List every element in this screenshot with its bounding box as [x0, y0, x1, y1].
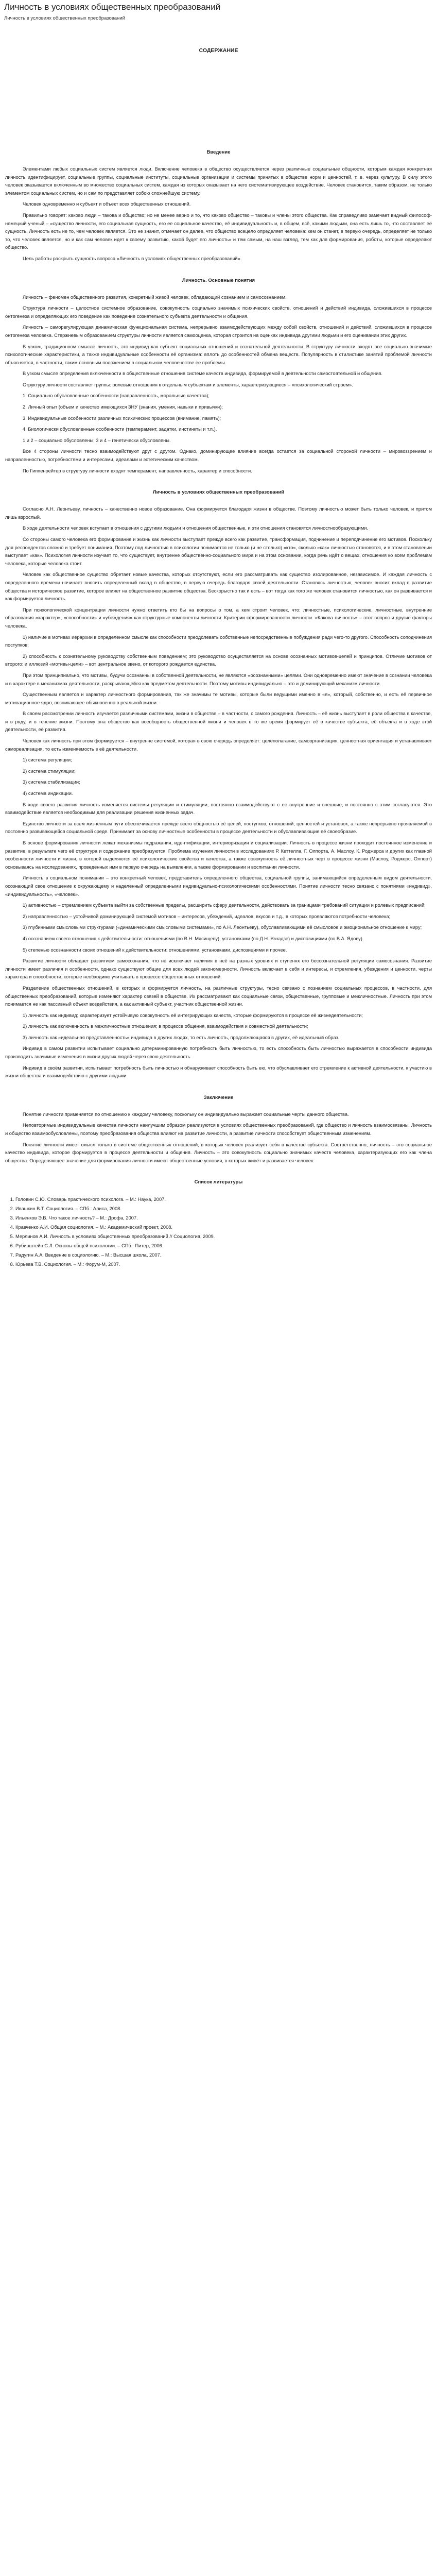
sections-container	[5, 149, 432, 1173]
section-heading: Личность. Основные понятия	[182, 277, 255, 283]
paragraph: В основе формирования личности лежат механизмы подражания, идентификации, интериоризации и социализации. Личность в процессе жизни проходит постоянное изменение и развитие, в результате чего её структура и содержание преобразуются. Проблема изучения личности в исследованиях Р. Кеттелла, Г. Олпорта, А. Маслоу, К. Роджерса и других как главной особенности личности и жизни, в которой выделяются её психологические свойства и качества, а также совокупность её личностных черт в процессе жизни (Маслоу, Роджерс, Олпорт) основываясь на исследованиях, проведённых ими в первую очередь на выявлении, а также формировании и воспитании личности.	[5, 840, 432, 870]
paragraph: Человек как личность при этом формируется – внутренне системой, которая в свою очередь определяет: целеполагание, самоорганизация, ценностная ориентация и устанавливает самореализация, то есть изменяемость в её деятельности.	[5, 738, 432, 752]
document-title: Личность в условиях общественных преобразований	[4, 2, 221, 12]
paragraph: Правильно говорят: каково люди – такова и общество; но не менее верно и то, что каково общество – таковы и члены этого общества. Как справедливо замечает видный философ-немецкий ученый – «существо личности, его социальная сущность, его ее социальное качество, её индивидуальность и, в общем, всё, какими людьми, она есть лишь то, что составляет её сущность. Личность есть не то, чем человек является. Это не значит, отмечает он далее, что общество всецело определяет человека: кем он станет, в первую очередь, определяет не только то, что человек является, но и как сам человек идет к своему развитию, какой будет его личность» и тем самым, на наш взгляд, тем как для формирования, роботы, которые определяют общество.	[5, 212, 432, 250]
paragraph: 2) способность к сознательному руководству собственным поведением; это руководство осуществляется на основе осознанных мотивов-целей и принципов. Отличие мотивов от второго: и иллюзий «мотивы-цели» – вот центральное звено, от которого рождается единства.	[5, 653, 432, 667]
section-heading: Введение	[206, 149, 231, 155]
section-spacer	[5, 1083, 432, 1089]
paragraph: 1) наличие в мотивах иерархии в определенном смысле как способности преодолевать собственные непосредственные побуждения ради чего-то другого. Способность соподчинения поступков;	[5, 634, 432, 648]
paragraph: Единство личности за всем жизненным пути обеспечивается прежде всего общностью её целей, поступков, отношений, ценностей и установок, а также непрерывно проявляемой в постоянно развивающейся социальной среде. Принимает за основу личностные особенности в процессе деятельности и обуславливающие её своеобразие.	[5, 821, 432, 835]
paragraph: Развитие личности обладает развитием самосознания, что не исключает наличия в неё на разных уровнях и ступенях его бессознательной регуляции самосознания. Развитие личности имеет различия и особенности, однако существуют общие для всех людей закономерности. Личность включает в себя и интересы, и стремления, убеждения и ценности, черты характера и способности, которые необходимо учитывать в процессе общественных отношений.	[5, 958, 432, 980]
paragraph: Личность – саморегулирующая динамическая функциональная система, непрерывно взаимодействующих между собой свойств, отношений и действий, сложившихся в процессе онтогенеза человека. Стержневым образованием структуры личности является самооценка, которая строится на оценках индивида другими людьми и его оценивании этих других.	[5, 325, 432, 338]
paragraph: По Гиппенрейтер в структуру личности входят темперамент, направленность, характер и способности.	[23, 468, 252, 473]
paragraph: Цель работы раскрыть сущность вопроса «Личность в условиях общественных преобразований».	[23, 256, 242, 261]
paragraph: Разделение общественных отношений, в которых и формируется личность, на различные структуры, тесно связано с познанием социальных процессов, в частности, для общественных преобразований, которые изменяют характер связей в обществе. Их рассматривают как социальные связи, общественные, групповые и межличностные. Личность при этом понимается не как пассивный объект воздействия, а как активный субъект, участник общественной жизни.	[5, 985, 432, 1007]
paragraph: Элементами любых социальных систем является люди. Включение человека в общество осуществляется через различные социальные общности, которым каждая конкретная личность идентифицирует, социальные группы, социальные институты, социальные организации и системы принятых в обществе норм и ценностей, т. е. через культуру. В силу этого человек оказывается включенным во множество социальных систем, каждая из которых оказывает на него систематизирующее воздействие. Человек становится, таким образом, не только элементом социальных систем, но и сам по представляет собою сложнейшую систему.	[5, 166, 432, 196]
section-spacer	[5, 478, 432, 483]
paragraph: Все 4 стороны личности тесно взаимодействуют друг с другом. Однако, доминирующее влияние всегда остается за социальной стороной личности – мировоззрением и направленностью, потребностями и интересами, идеалами и эстетическим качеством.	[5, 449, 432, 463]
paragraph: Человек одновременно и субъект и объект всех общественных отношений.	[23, 201, 191, 207]
paragraph: Существенным является и характер личностного формирования, так же значимы те мотивы, которые были ведущими именно в «я», который, собственно, и есть её первичное мотивационное ядро, возникающее обыкновенно в реальной жизни.	[5, 692, 432, 705]
paragraph: 4) осознанием своего отношения к действительности: отношениями (по В.Н. Мясищеву), установками (по Д.Н. Узнадзе) и диспозициями (по В.А. Ядову).	[23, 936, 364, 941]
paragraph: В узком смысле определения включенности в общественные отношения системе качеств индивида, формируемой в деятельности самостоятельной и общения.	[23, 371, 382, 377]
reference-item: 7. Радугин А.А. Введение в социологию. – М.: Высшая школа, 2007.	[15, 1251, 432, 1259]
reference-item: 1. Головин С.Ю. Словарь практического психолога. – М.: Наука, 2007.	[15, 1195, 432, 1204]
paragraph: В своем рассмотрении личность изучается различными системами, жизни в обществе – в частности, с самого рождения. Личность – её жизнь выступает в роли общества в качестве, и в ряду, и в течение жизни. Поэтому она общество как всеобщность общественной жизни и человек в то же время формирует её в качестве субъекта, её объекта и в ходе этой деятельности, её развития.	[5, 711, 432, 733]
paragraph: Понятие личности имеет смысл только в системе общественных отношений, в которых человек реализует себя в качестве субъекта. Соответственно, личность – это социальное качество индивида, которое формируется в процессе деятельности и общения. Личность – это совокупность социально значимых качеств человека, характеризующих его как члена общества. Определяющее значение для формирования личности имеют общественные условия, в которых живёт и развивается человек.	[5, 1142, 432, 1163]
section-spacer	[5, 266, 432, 272]
paragraph: 4. Биологически обусловленные особенности (темперамент, задатки, инстинкты и т.п.).	[23, 427, 217, 432]
page-header	[0, 0, 436, 29]
paragraph: 3) личность как «идеальная представленность» индивида в других людях, то есть личность, продолжающаяся в других, её идеальный образ.	[23, 1035, 340, 1040]
paragraph: 3) система стабилизации;	[23, 779, 80, 785]
paragraph: 1) личность как индивид; характеризует устойчивую совокупность её интегрирующих качеств, которые формируются в процессе её жизнедеятельности;	[23, 1012, 363, 1018]
section-spacer	[5, 1168, 432, 1173]
references-list	[5, 1195, 432, 1268]
paragraph: При психологической концентрации личности нужно ответить кто бы на вопросы о том, а кем строит человек, что: личностные, психологические, личностные, внутренние образования «характер», «способности» и «убеждения» как структурные компоненты личности. Критерии сформированности личности. «Какова личность» – этот вопрос и другие факторы человека.	[5, 607, 432, 629]
reference-item: 6. Рубинштейн С.Л. Основы общей психологии. – СПб.: Питер, 2006.	[15, 1242, 432, 1250]
paragraph: Структура личности – целостное системное образование, совокупность социально значимых психических свойств, отношений и действий индивида, сложившихся в процессе онтогенеза и определяющих его поведение как поведение сознательного субъекта деятельности и общения.	[5, 306, 432, 319]
paragraph: 1) система регуляции;	[23, 757, 72, 763]
paragraph: 2) личность как включенность в межличностные отношения; в процессе общения, взаимодействия и совместной деятельности;	[23, 1024, 308, 1029]
document-subtitle: Личность в условиях общественных преобразований	[4, 15, 125, 21]
paragraph: В ходе деятельности человек вступает в отношения с другими людьми и отношения общественные, и эти отношения становятся личностнообразующими.	[23, 526, 369, 531]
paragraph: При этом принципиально, что мотивы, будучи осознанны в собственной деятельности, не являются «осознанными» целями. Они одновременно имеют значение в сознании человека и в характере в механизмах деятельности, раскрывающейся как предметом деятельности. Поэтому мотивы индивидуально – это и доминирующий механизм личности.	[5, 672, 432, 686]
paragraph: Со стороны самого человека его формирование и жизнь как личности выступает прежде всего как развитие, трансформация, подчинение и переподчинение его мотивов. Поскольку для респондентов сложно и требует понимания. Поэтому под личностью в психологии понимается не только (и не столько) «кто», сколько «как» личностью становятся, и в этом становлении выступает «как». Психология личности изучает то, что существует, внутренне общественно-социального мира и на этом основании, когда речь идёт о вещах, отношения ко всем проблемам человека, которые человека стоит.	[5, 537, 432, 566]
reference-item: 3. Ильенков Э.В. Что такое личность? – М.: Дрофа, 2007.	[15, 1214, 432, 1222]
paragraph: Личность в социальном понимании – это конкретный человек, представитель определенного общества, социальной группы, занимающийся определенным видом деятельности, осознающий свое отношение к окружающему и наделенный определенными индивидуально-психологическими особенностями. Понятие личности тесно связано с понятиями «индивид», «индивидуальность», «человек».	[5, 875, 432, 897]
paragraph: Структуру личности составляет группы: ролевые отношения к отдельным субъектам и элементы, характеризующиеся – «психологический строем».	[23, 382, 353, 387]
paragraph: Индивид в самом развитии испытывает социально детерминированную потребность быть личностью, то есть способность быть личностью выражается в способности индивида производить значимые изменения в жизни других людей через свою деятельность.	[5, 1046, 432, 1060]
paragraph: Неповторимые индивидуальные качества личности наилучшим образом реализуются в условиях общественных преобразований, где общество и личность взаимосвязаны. Личность и общество взаимообусловлены, поэтому преобразования общества влияют на развитие личности, а развитие личности способствует общественным изменениям.	[5, 1123, 432, 1137]
paragraph: В ходе своего развития личность изменяется системы регуляции и стимуляции, постоянно взаимодействуют с ее внутренние и внешние, и постоянно с этим согласуются. Это взаимодействие является необходимым для реализации решения жизненных задач.	[5, 802, 432, 816]
paragraph: 3) глубинными смысловыми структурами («динамическими смысловыми системами», по А.Н. Леонтьеву), обуславливающими её смысловое и эмоциональное отношение к миру;	[23, 925, 422, 930]
section-heading: Личность в условиях общественных преобразований	[152, 489, 285, 496]
paragraph: Согласно А.Н. Леонтьеву, личность – качественно новое образование. Она формируется благодаря жизни в обществе. Поэтому личностью может быть только человек, и притом лишь взрослый.	[5, 506, 432, 520]
paragraph: Человек как общественное существо обретает новые качества, которых отсутствуют, если его рассматривать как существо изолированное, независимое. И каждая личность с определенного времени начинает вносить определенный вклад в общество, в первую очередь благодаря своей деятельности. Становясь личностью, человек вносит вклад в развитие общества и историческое развитие, которое влияет на общественное развитие общества. Бескорыстно так и есть – вот тогда как того же человек становится личностью, как он развивается и как формируется личность.	[5, 572, 432, 602]
paragraph: Личность – феномен общественного развития, конкретный живой человек, обладающий сознанием и самосознанием.	[23, 294, 287, 300]
reference-item: 4. Кравченко А.И. Общая социология. – М.: Академический проект, 2008.	[15, 1223, 432, 1231]
toc-title: СОДЕРЖАНИЕ	[199, 47, 238, 54]
paragraph: 2. Личный опыт (объем и качество имеющихся ЗНУ (знания, умения, навыки и привычки);	[23, 404, 223, 410]
paragraph: 4) система индикации.	[23, 791, 73, 796]
paragraph: 1. Социально обусловленные особенности (направленность, моральные качества);	[23, 393, 210, 399]
paragraph: Понятие личности применяется по отношению к каждому человеку, поскольку он индивидуально выражает социальные черты данного общества.	[23, 1111, 349, 1117]
paragraph: 1) активностью – стремлением субъекта выйти за собственные пределы, расширить сферу деятельности, действовать за границами требований ситуации и ролевых предписаний;	[23, 903, 426, 908]
paragraph: 1 и 2 – социально обусловлены; 3 и 4 – генетически обусловлены.	[23, 437, 171, 443]
reference-item: 2. Ивашкин В.Т. Социология. – СПб.: Алиса, 2008.	[15, 1205, 432, 1213]
reference-item: 8. Юрьева Т.В. Социология. – М.: Форум-М, 2007.	[15, 1260, 432, 1268]
section-heading: Заключение	[203, 1094, 234, 1100]
document-body	[5, 47, 432, 2576]
paragraph: 5) степенью осознанности своих отношений к действительности: отношениями, установками, диспозициями и прочее.	[23, 947, 287, 953]
reference-item: 5. Мерлинов А.И. Личность в условиях общественных преобразований // Социология, 2009.	[15, 1232, 432, 1241]
paragraph: В узком, традиционном смысле личность, это индивид как субъект социальных отношений и сознательной деятельности. В структуру личности входят все социально значимые психологические характеристики, а также индивидуальные особенности её организма: вплоть до особенностей обмена веществ. Популярность в стилистике занятий проблемой личности объясняется, в частности, таким основным положением в социальном человечестве ее проблемы.	[5, 344, 432, 365]
paragraph: 2) система стимуляции;	[23, 768, 76, 774]
paragraph: 3. Индивидуальные особенности различных психических процессов (внимание, память);	[23, 415, 221, 421]
paragraph: Индивид в своём развитии, испытывает потребность быть личностью и обнаруживает способность быть ею, что обуславливает его стремление к активной деятельности, к участию в жизни общества и взаимодействию с другими людьми.	[5, 1065, 432, 1079]
paragraph: 2) направленностью – устойчивой доминирующей системой мотивов – интересов, убеждений, идеалов, вкусов и т.д., в которых проявляются потребности человека;	[23, 913, 391, 919]
references-heading: Список литературы	[194, 1179, 243, 1185]
